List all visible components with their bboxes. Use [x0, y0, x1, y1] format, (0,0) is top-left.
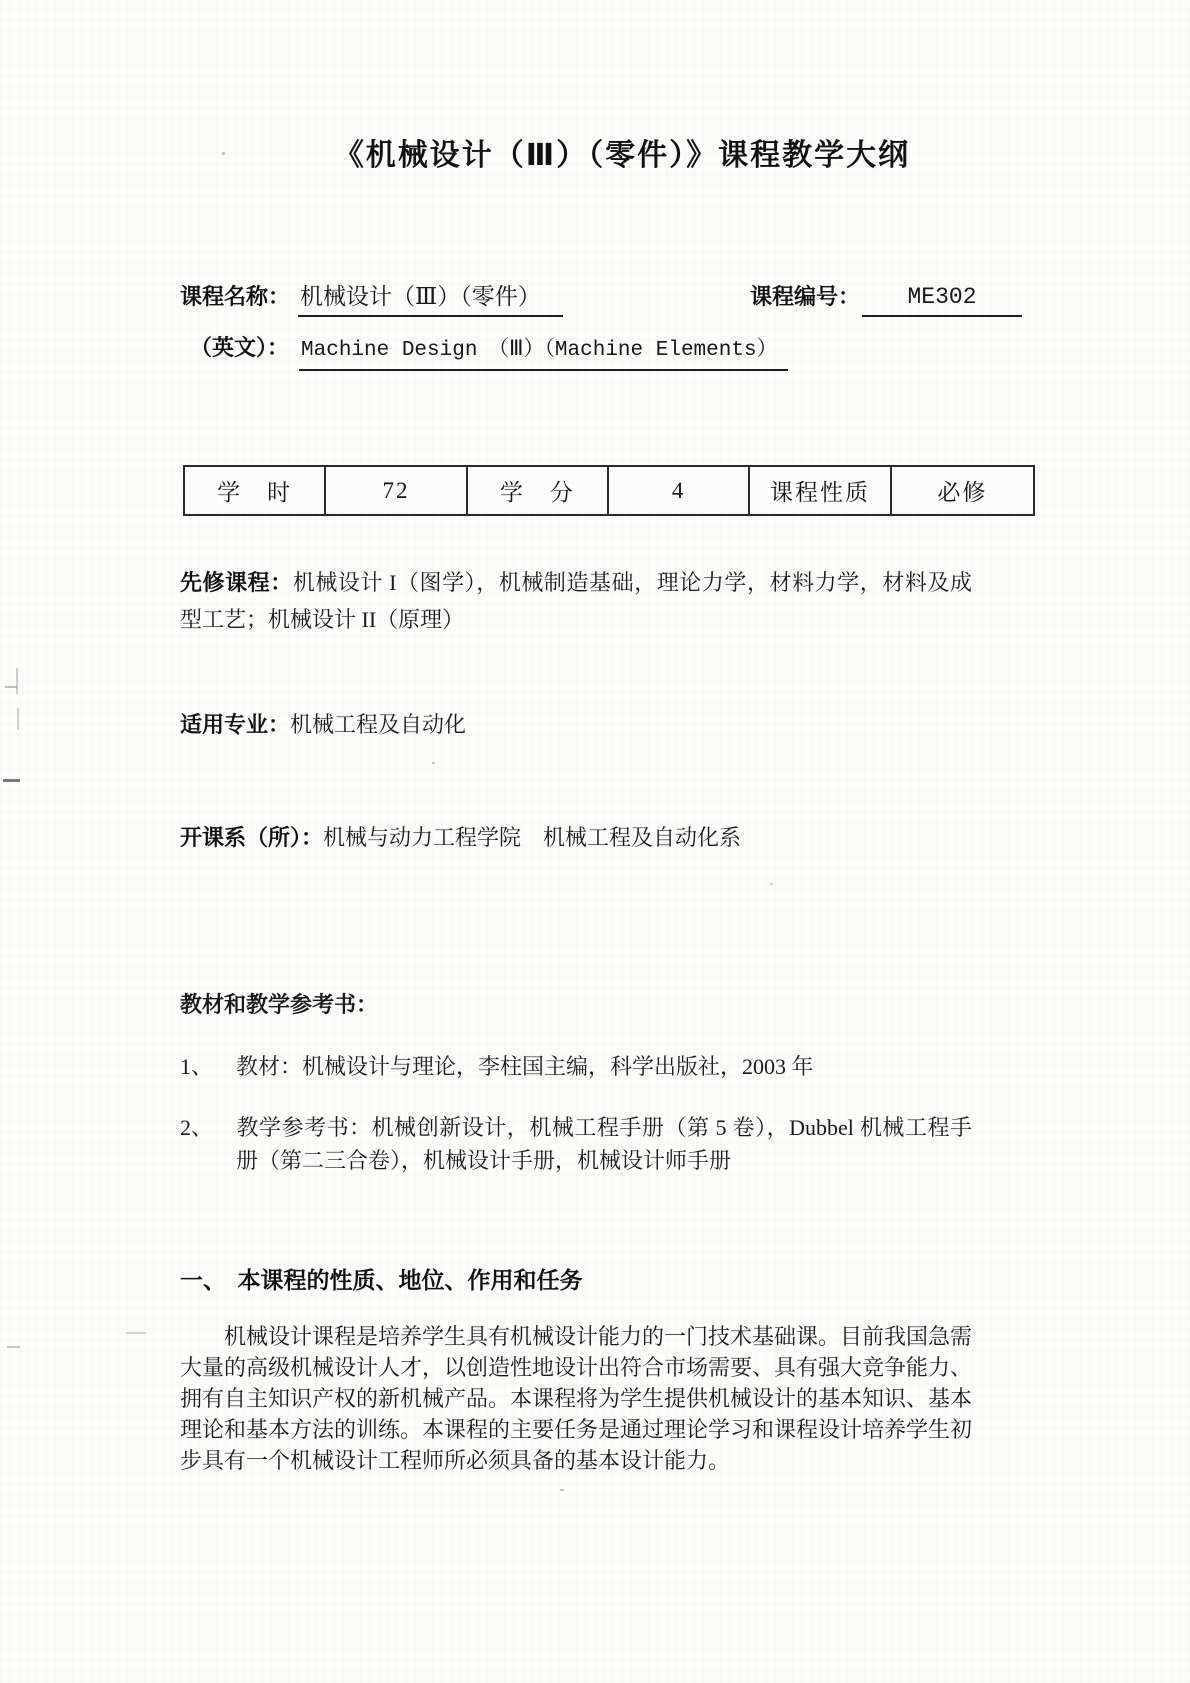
textbook-item-2 — [180, 1111, 972, 1177]
scan-artifact — [16, 668, 18, 694]
table-cell-type-value: 必修 — [937, 480, 988, 505]
english-name-label: （英文）： — [190, 335, 290, 360]
scan-artifact — [17, 708, 19, 730]
table-cell-credit-value: 4 — [609, 467, 750, 514]
textbook-item-2-number: 2、 — [180, 1115, 214, 1140]
textbook-item-1-number: 1、 — [180, 1054, 214, 1079]
scan-artifact — [770, 883, 773, 885]
scan-artifact — [3, 779, 20, 782]
scan-artifact — [5, 686, 17, 688]
course-code-value: ME302 — [862, 282, 1022, 317]
prerequisites-text: 机械设计 I（图学），机械制造基础，理论力学，材料力学，材料及成型工艺；机械设计 II（原理） — [180, 570, 972, 632]
course-name-row — [180, 282, 1190, 317]
textbooks-heading: 教材和教学参考书： — [180, 992, 379, 1017]
majors-section — [180, 710, 972, 740]
majors-text: 机械工程及自动化 — [290, 712, 467, 737]
course-info-table — [183, 465, 1035, 516]
document-title: 《机械设计（Ⅲ）（零件）》课程教学大纲 — [333, 139, 911, 172]
table-cell-hours-label: 学 时 — [185, 467, 326, 514]
textbook-item-2-text: 教学参考书：机械创新设计，机械工程手册（第 5 卷），Dubbel 机械工程手册（第二三合卷），机械设计手册，机械设计师手册 — [236, 1115, 972, 1173]
course-name-label: 课程名称： — [180, 284, 291, 309]
section-1-paragraph: 机械设计课程是培养学生具有机械设计能力的一门技术基础课。目前我国急需大量的高级机械设计人才，以创造性地设计出符合市场需要、具有强大竞争能力、拥有自主知识产权的新机械产品。本课程将为学生提供机械设计的基本知识、基本理论和基本方法的训练。本课程的主要任务是通过理论学习和课程设计培养学生初步具有一个机械设计工程师所必须具备的基本设计能力。 — [180, 1324, 973, 1473]
table-cell-credit-label: 学 分 — [468, 467, 609, 514]
prerequisites-label: 先修课程： — [180, 570, 293, 595]
department-section — [180, 823, 972, 853]
department-text: 机械与动力工程学院 机械工程及自动化系 — [323, 825, 742, 850]
scan-artifact — [560, 1489, 564, 1491]
english-name-row — [190, 333, 1190, 371]
section-1-heading: 一、 本课程的性质、地位、作用和任务 — [180, 1267, 583, 1293]
course-code-label: 课程编号： — [750, 284, 861, 309]
textbook-item-1-text: 教材：机械设计与理论，李柱国主编，科学出版社，2003 年 — [236, 1054, 814, 1079]
scan-artifact — [222, 152, 225, 155]
scan-artifact — [7, 1346, 20, 1348]
course-name-value: 机械设计（Ⅲ）（零件） — [298, 282, 563, 317]
textbook-item-1 — [180, 1052, 972, 1082]
table-cell-type-label: 课程性质 — [750, 467, 891, 514]
prerequisites-section — [180, 564, 972, 638]
department-label: 开课系（所）： — [180, 825, 324, 850]
table-cell-hours-value: 72 — [326, 467, 467, 514]
majors-label: 适用专业： — [180, 712, 291, 737]
scan-artifact — [432, 762, 435, 764]
english-name-value: Machine Design （Ⅲ）（Machine Elements） — [299, 336, 788, 371]
scan-artifact — [126, 1332, 146, 1334]
